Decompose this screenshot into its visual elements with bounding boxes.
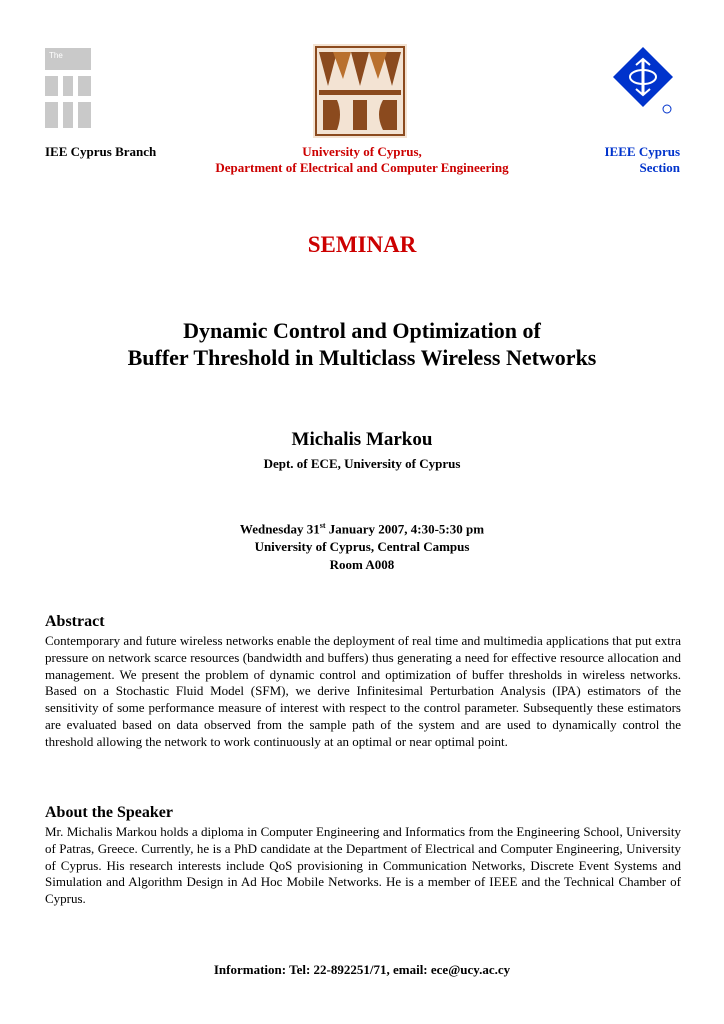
university-of-cyprus-logo [313, 44, 407, 138]
iee-cyprus-branch: IEE Cyprus Branch [45, 144, 157, 159]
ieee-logo [611, 45, 683, 117]
event-details [0, 517, 724, 574]
event-venue: University of Cyprus, Central Campus [254, 539, 470, 555]
talk-title [0, 317, 724, 371]
ieee-line1: IEEE Cyprus [604, 144, 680, 159]
seminar-heading: SEMINAR [307, 232, 417, 257]
iee-logo [45, 48, 91, 128]
talk-title-line1: Dynamic Control and Optimization of [183, 318, 541, 343]
iee-logo-text: The [49, 51, 63, 60]
event-weekday: Wednesday 31 [239, 521, 320, 537]
contact-information: Information: Tel: 22-892251/71, email: ece@ucy.ac.cy [213, 962, 511, 977]
event-date [0, 517, 724, 538]
abstract-text: Contemporary and future wireless networks enable the deployment of real time and multimedia applications that put extra pressure on network scarce resources (bandwidth and buffers) thus generating a need for effective resource allocation and management. We present the problem of dynamic control and optimization of buffer thresholds in wireless networks. Based on a Stochastic Fluid Model (SFM), we derive Infinitesimal Perturbation Analysis (IPA) estimators of the sensitivity of some performance measure of interest with respect to the control parameter. Subsequently these estimators are evaluated based on data observed from the sample path of the system and are used to dynamically control the threshold allowing the network to work continuously at an optimal or near optimal point. [45, 633, 681, 749]
ieee-cyprus-section [605, 144, 681, 176]
talk-title-line2: Buffer Threshold in Multiclass Wireless Networks [127, 345, 597, 370]
ieee-line2: Section [639, 160, 680, 175]
abstract-heading: Abstract [45, 613, 105, 630]
event-date-rest: January 2007, 4:30-5:30 pm [325, 521, 485, 537]
speaker-affiliation: Dept. of ECE, University of Cyprus [263, 456, 461, 471]
event-day-suffix: st [319, 521, 326, 530]
department-line: Department of Electrical and Computer Engineering [215, 160, 509, 175]
about-speaker-text: Mr. Michalis Markou holds a diploma in Computer Engineering and Informatics from the Engineering School, University of Patras, Greece. Currently, he is a PhD candidate at the Department of Electrical and Computer Engineering, University of Cyprus. His research interests include QoS provisioning in Communication Networks, Discrete Event Systems and Simulation and Algorithm Design in Ad Hoc Mobile Networks. He is a member of IEEE and the Technical Chamber of Cyprus. [45, 824, 681, 907]
university-line1: University of Cyprus, [302, 144, 422, 159]
about-speaker-heading: About the Speaker [45, 804, 174, 821]
speaker-name: Michalis Markou [291, 429, 433, 450]
event-room: Room A008 [329, 557, 395, 573]
